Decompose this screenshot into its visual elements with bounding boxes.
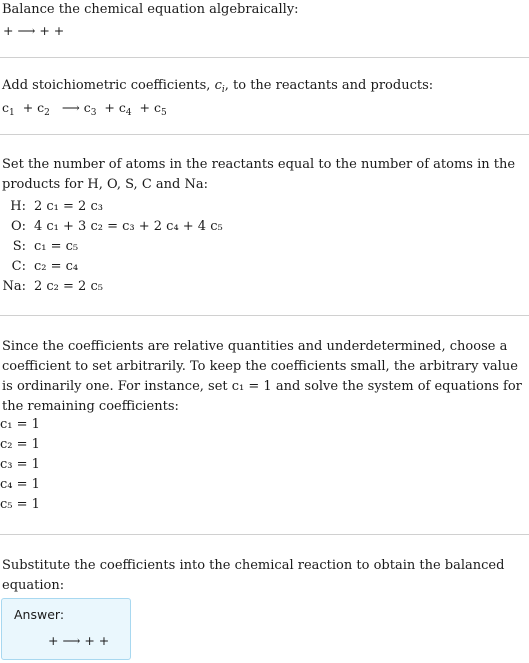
answer-label: Answer: [14,607,65,622]
divider [0,57,529,58]
solve-instruction: Since the coefficients are relative quantities and underdetermined, choose a coefficient to set arbitrarily. To keep the coefficients small, the arbitrary value is ordinarily one. For instance, set c₁ = 1 and solve the system of equations for the remaining coefficients: [2,339,522,414]
solution-c3: c₃ = 1 [0,457,40,472]
equation-o: 4 c₁ + 3 c₂ = c₃ + 2 c₄ + 4 c₅ [34,219,223,234]
element-label-na: Na: [2,279,26,294]
equation-na: 2 c₂ = 2 c₅ [34,279,103,294]
intro-text: Balance the chemical equation algebraically: [2,2,299,17]
equation-s: c₁ = c₅ [34,239,79,254]
element-label-h: H: [10,199,26,214]
unbalanced-equation: + ⟶ + + [3,23,65,38]
answer-box [1,598,131,660]
element-label-o: O: [10,219,26,234]
coefficients-instruction: Add stoichiometric coefficients, $c_i$, to the reactants and products: [2,78,434,95]
coefficient-equation: $c_1 + c_2$ ⟶ $c_3 + c_4 + c_5$ [2,100,167,118]
atom-balance-instruction: Set the number of atoms in the reactants equal to the number of atoms in the products for H, O, S, C and Na: [2,157,516,192]
element-label-s: S: [12,239,26,254]
solution-c4: c₄ = 1 [0,477,40,492]
divider [0,534,529,535]
element-label-c: C: [11,259,26,274]
solution-c1: c₁ = 1 [0,417,40,432]
equation-c: c₂ = c₄ [34,259,79,274]
solution-c2: c₂ = 1 [0,437,40,452]
balanced-equation: + ⟶ + + [48,633,110,648]
solution-c5: c₅ = 1 [0,497,40,512]
substitute-instruction: Substitute the coefficients into the chemical reaction to obtain the balanced equation: [2,558,505,593]
equation-h: 2 c₁ = 2 c₃ [34,199,103,214]
divider [0,134,529,135]
divider [0,315,529,316]
